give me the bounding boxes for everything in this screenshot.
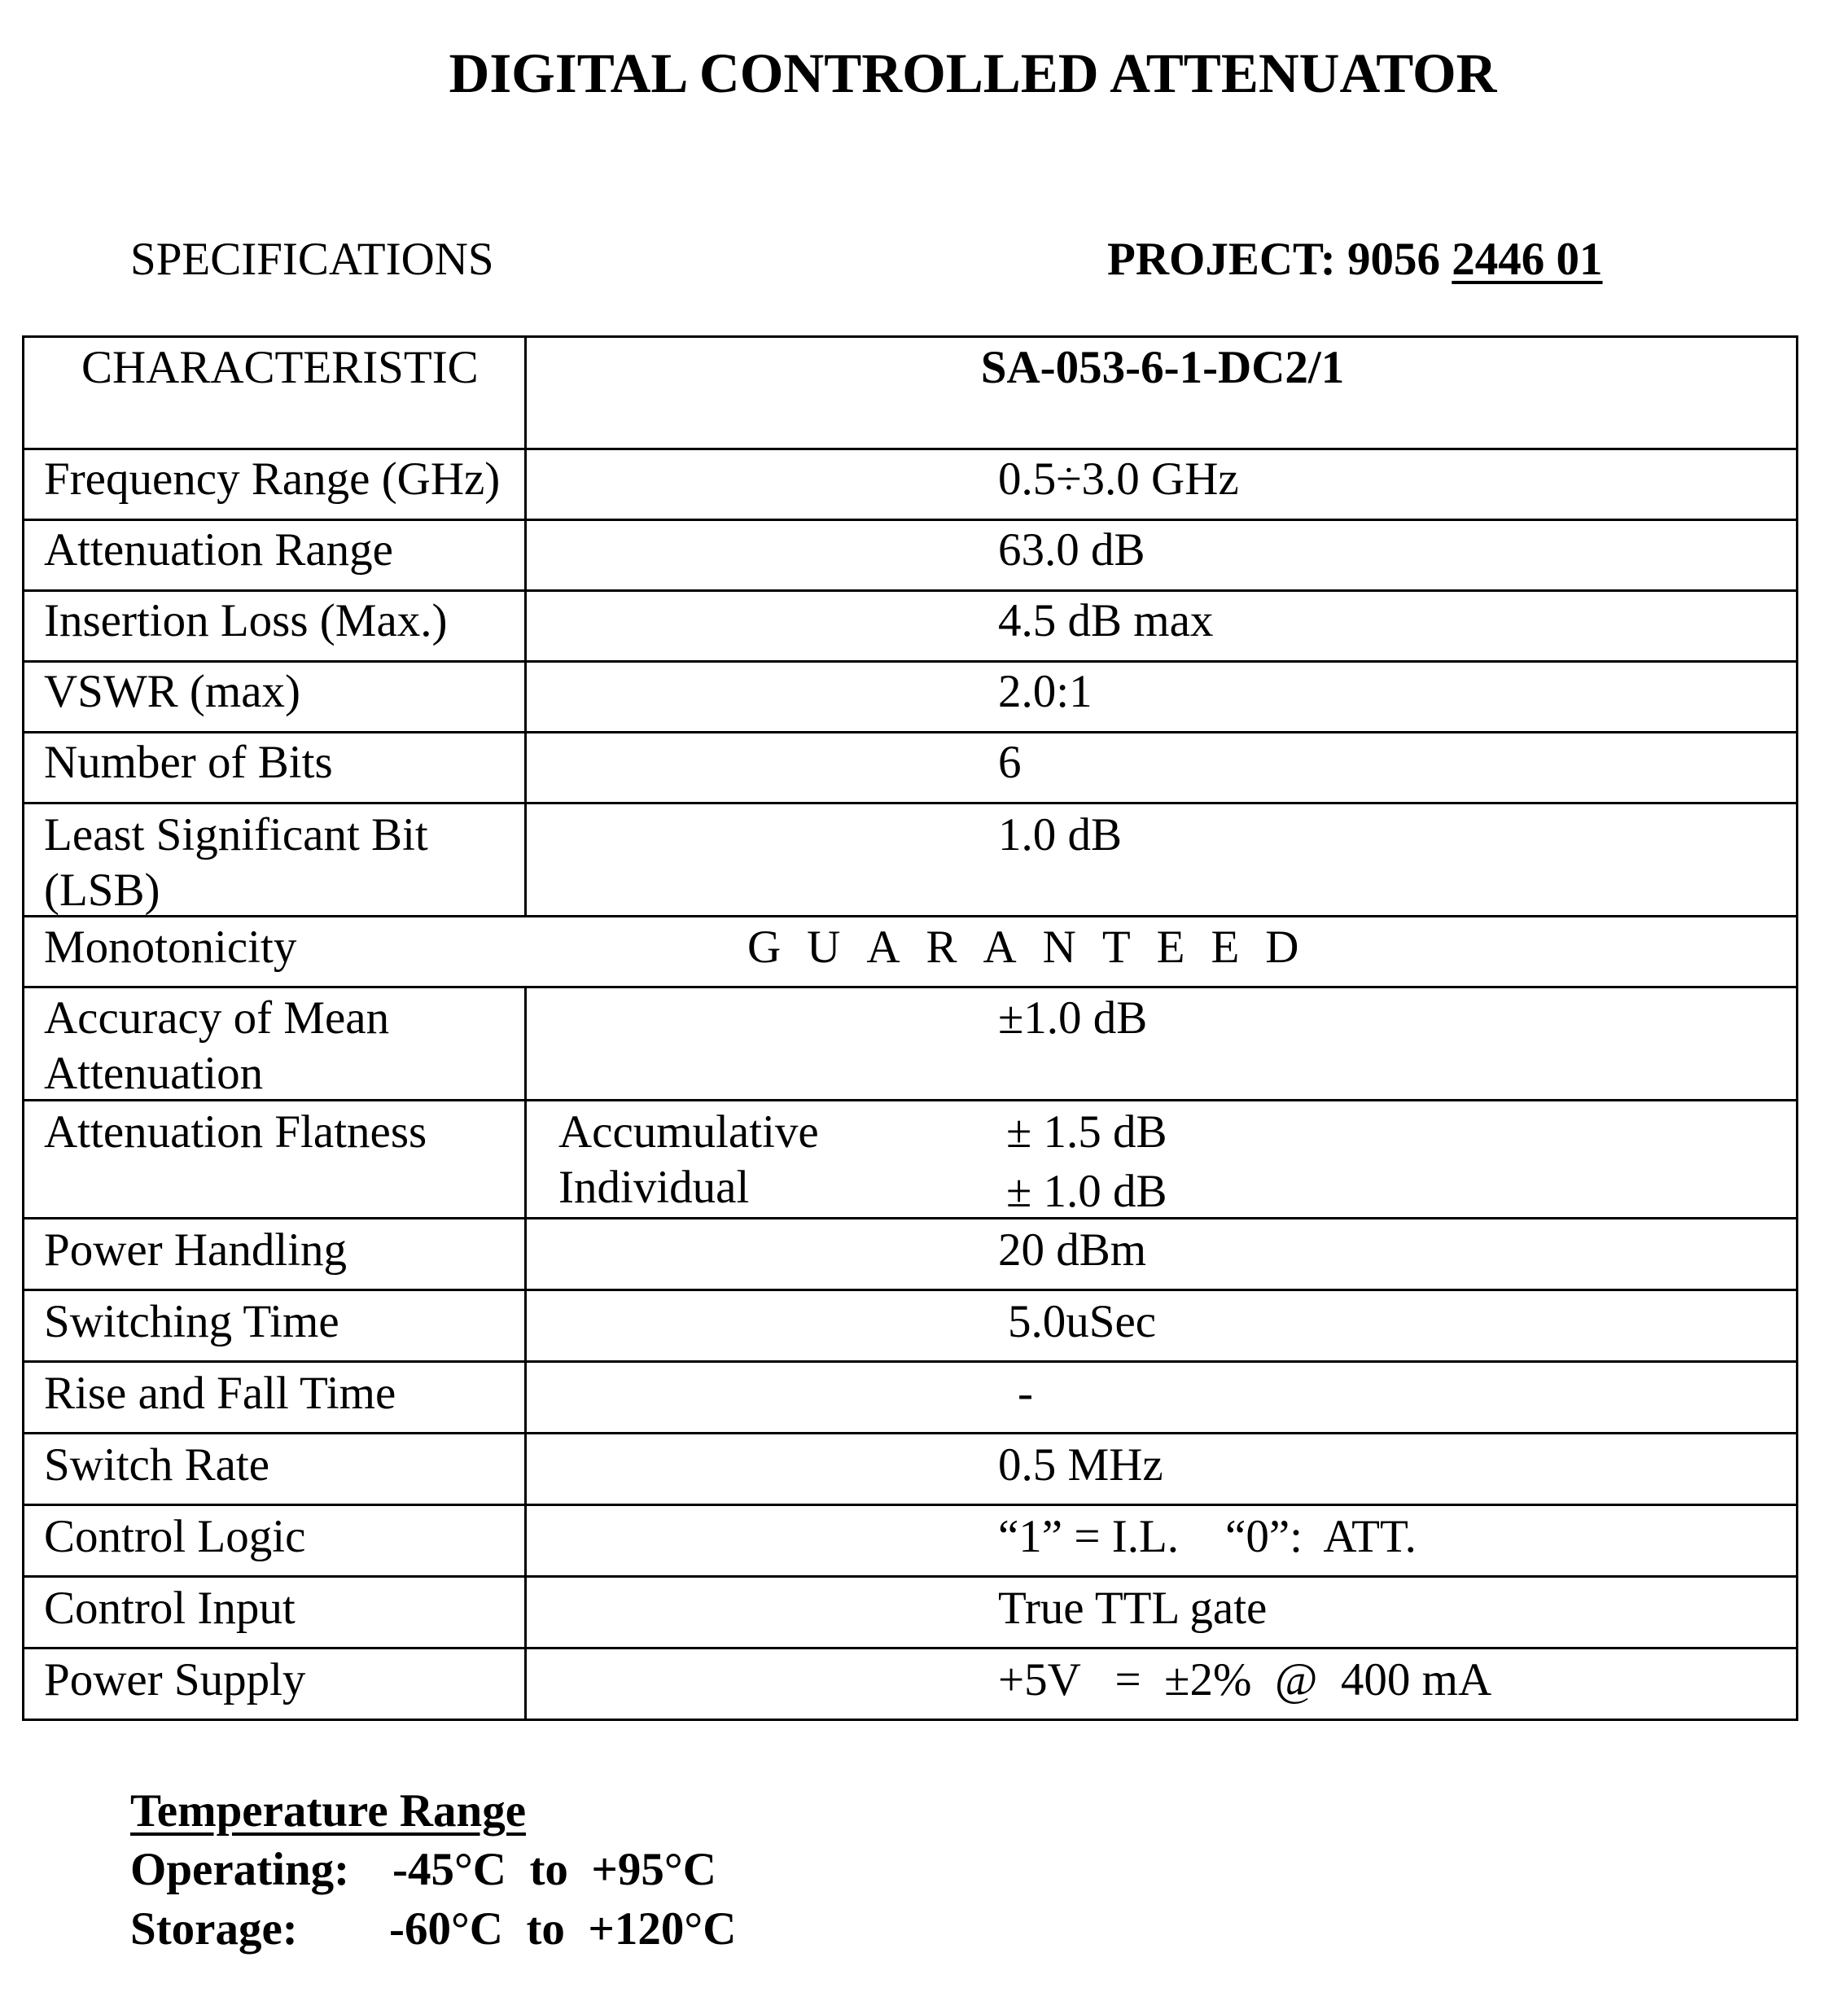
- table-rule: [22, 1360, 1798, 1363]
- table-rule: [22, 1432, 1798, 1434]
- flatness-value: ± 1.5 dB: [1006, 1106, 1167, 1158]
- project-code: 2446 01: [1452, 234, 1603, 285]
- row-name: Control Input: [44, 1583, 296, 1634]
- row-name: Insertion Loss (Max.): [44, 595, 448, 646]
- table-rule: [22, 1099, 1798, 1101]
- operating-temperature: [130, 1844, 716, 1895]
- table-rule: [22, 1289, 1798, 1291]
- table-rule: [1796, 335, 1798, 1721]
- row-name: Monotonicity: [44, 922, 297, 973]
- table-rule: [22, 1504, 1798, 1506]
- row-value: “1” = I.L. “0”: ATT.: [998, 1511, 1417, 1562]
- row-name: Switching Time: [44, 1296, 339, 1347]
- operating-value: -45°C to +95°C: [392, 1844, 716, 1895]
- project-label: PROJECT: 9056: [1107, 234, 1441, 285]
- table-rule: [524, 986, 527, 1721]
- table-rule: [22, 802, 1798, 804]
- row-name: Frequency Range (GHz): [44, 453, 501, 505]
- row-value: 6: [998, 737, 1022, 788]
- table-rule: [22, 915, 1798, 917]
- row-name-cont: (LSB): [44, 865, 160, 916]
- table-rule: [22, 448, 1798, 450]
- row-value: -: [1018, 1368, 1033, 1419]
- flatness-sub-label: Accumulative: [558, 1106, 819, 1158]
- row-name: Switch Rate: [44, 1439, 270, 1491]
- flatness-sub-label: Individual: [558, 1162, 750, 1213]
- row-name-cont: Attenuation: [44, 1048, 264, 1099]
- table-rule: [22, 335, 24, 1721]
- row-name: Attenuation Flatness: [44, 1106, 427, 1158]
- table-rule: [22, 1217, 1798, 1219]
- row-name: Power Handling: [44, 1224, 348, 1276]
- operating-label: Operating:: [130, 1844, 350, 1895]
- storage-value: -60°C to +120°C: [389, 1903, 737, 1955]
- row-name: VSWR (max): [44, 666, 301, 717]
- row-value: 5.0uSec: [1008, 1296, 1157, 1347]
- table-rule: [22, 1719, 1798, 1721]
- header-characteristic: CHARACTERISTIC: [81, 342, 479, 393]
- table-rule: [22, 986, 1798, 988]
- row-value: 63.0 dB: [998, 524, 1145, 576]
- row-name: Accuracy of Mean: [44, 992, 390, 1044]
- row-value: 1.0 dB: [998, 809, 1123, 860]
- row-value: True TTL gate: [998, 1583, 1268, 1634]
- row-value: 20 dBm: [998, 1224, 1147, 1276]
- row-name: Power Supply: [44, 1654, 306, 1705]
- monotonicity-value: GUARANTEED: [747, 922, 1325, 973]
- row-name: Attenuation Range: [44, 524, 393, 576]
- row-name: Number of Bits: [44, 737, 333, 788]
- table-rule: [22, 519, 1798, 521]
- row-value: 0.5 MHz: [998, 1439, 1163, 1491]
- table-rule: [524, 335, 527, 917]
- table-rule: [22, 660, 1798, 663]
- table-rule: [22, 335, 1798, 338]
- row-value: +5V = ±2% @ 400 mA: [998, 1654, 1492, 1705]
- temperature-range-title: Temperature Range: [130, 1785, 527, 1837]
- row-value: 0.5÷3.0 GHz: [998, 453, 1239, 505]
- row-name: Control Logic: [44, 1511, 306, 1562]
- row-value: 4.5 dB max: [998, 595, 1214, 646]
- specifications-label: SPECIFICATIONS: [130, 234, 494, 285]
- table-rule: [22, 1647, 1798, 1649]
- table-rule: [22, 1575, 1798, 1578]
- table-rule: [22, 731, 1798, 733]
- row-value: ±1.0 dB: [998, 992, 1148, 1044]
- row-name: Least Significant Bit: [44, 809, 428, 860]
- project-number: [1107, 234, 1603, 285]
- storage-label: Storage:: [130, 1903, 298, 1955]
- document-title: DIGITAL CONTROLLED ATTENUATOR: [449, 42, 1497, 104]
- storage-temperature: [130, 1903, 737, 1955]
- flatness-value: ± 1.0 dB: [1006, 1166, 1167, 1217]
- row-name: Rise and Fall Time: [44, 1368, 396, 1419]
- table-rule: [22, 589, 1798, 592]
- row-value: 2.0:1: [998, 666, 1093, 717]
- header-model: SA-053-6-1-DC2/1: [980, 342, 1345, 393]
